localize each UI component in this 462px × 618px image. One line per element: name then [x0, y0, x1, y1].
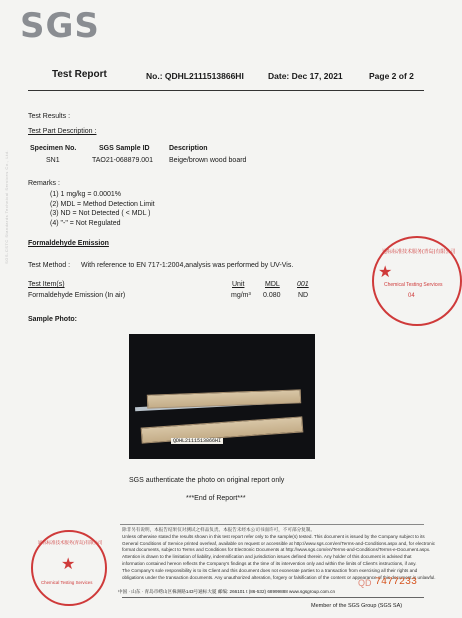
company-seal-left: 通标标准技术服务(青岛)有限公司 ★ Chemical Testing Services: [31, 530, 107, 606]
sample-photo: [129, 334, 315, 459]
test-method-text: With reference to EN 717-1:2004,analysis was performed by UV-Vis.: [81, 262, 294, 269]
header-rule: [28, 90, 424, 91]
unit-value: mg/m³: [231, 292, 251, 299]
specimen-no: SN1: [46, 157, 60, 164]
test-results-label: Test Results :: [28, 113, 71, 120]
sample-description: Beige/brown wood board: [169, 157, 247, 164]
result-value: ND: [298, 292, 309, 299]
sgs-logo: SGS: [20, 6, 100, 46]
test-method-label: Test Method :: [28, 262, 71, 269]
unit-header: Unit: [232, 281, 245, 288]
remark-item: (1) 1 mg/kg = 0.0001%: [50, 191, 122, 198]
sgs-member-text: Member of the SGS Group (SGS SA): [311, 603, 403, 609]
company-seal-right: 通标标准技术服务(青岛)有限公司 ★ Chemical Testing Services 04: [372, 236, 462, 326]
sample-tag: QDHL2111513866HI: [173, 438, 222, 444]
mdl-header: MDL: [265, 281, 280, 288]
test-part-description-label: Test Part Description :: [28, 128, 97, 135]
serial-number: 7477233: [375, 577, 418, 588]
photo-caption: SGS authenticate the photo on original report only: [129, 477, 285, 484]
sample-id-header: SGS Sample ID: [99, 145, 150, 152]
footer-address: 中国 · 山东 · 青岛市崂山区株洲路143号通标大厦 邮编: 266101 t (86-532) 68999888 www.sgsgroup.com.cn: [118, 589, 336, 594]
end-of-report: ***End of Report***: [186, 495, 246, 502]
remark-item: (3) ND = Not Detected ( < MDL ): [50, 210, 151, 218]
remark-item: (2) MDL = Method Detection Limit: [50, 200, 155, 208]
mdl-value: 0.080: [263, 292, 281, 299]
side-watermark: SGS-CSTC Standards Technical Services Co., Ltd.: [4, 150, 9, 264]
address-rule: [122, 597, 424, 598]
serial-prefix: QD: [358, 578, 372, 588]
test-item-header: Test Item(s): [28, 281, 65, 288]
footer-fine-print: 除非另有说明，本报告结果仅对测试之样品负责。本报告未经本公司书面许可，不可部分复制。 Unless otherwise stated the results shown in this test report refer only to the sample(s) tested. This document is issued by the Company subject to its General Conditions of Service printed overleaf, available on request or accessible at http://www.sgs.com/en/Terms-and-Conditions.aspx and, for electronic format documents, subject to Terms and Conditions for Electronic Documents at http://www.sgs.com/en/Terms-and-Conditions/Terms-e-Document.aspx. Attention is drawn to the limitation of liability, indemnification and jurisdiction issues defined therein. Any holder of this document is advised that information contained hereon reflects the Company's findings at the time of its intervention only and within the limits of Client's instructions, if any. The Company's sole responsibility is to its Client and this document does not exonerate parties to a transaction from exercising all their rights and obligations under the transaction documents. Any unauthorized alteration, forgery or falsification of the content or appearance of this document is unlawful.: [122, 527, 436, 580]
footer-rule: [120, 524, 424, 525]
sample-photo-label: Sample Photo:: [28, 316, 78, 323]
report-title: Test Report: [52, 69, 107, 80]
description-header: Description: [169, 145, 208, 152]
remarks-label: Remarks :: [28, 180, 60, 187]
remarks-list: [50, 190, 155, 228]
report-date: Date: Dec 17, 2021: [268, 71, 343, 81]
star-icon: ★: [378, 264, 393, 281]
wood-board-top: [147, 389, 301, 408]
formaldehyde-heading: Formaldehyde Emission: [28, 240, 109, 247]
test-item-value: Formaldehyde Emission (In air): [28, 292, 126, 299]
specimen-header: Specimen No.: [30, 145, 77, 152]
result-header: 001: [297, 281, 309, 288]
report-number: No.: QDHL2111513866HI: [146, 71, 244, 81]
remark-item: (4) "-" = Not Regulated: [50, 219, 121, 227]
page-number: Page 2 of 2: [369, 71, 414, 81]
star-icon: ★: [61, 556, 76, 573]
sample-id: TAO21-068879.001: [92, 157, 153, 164]
